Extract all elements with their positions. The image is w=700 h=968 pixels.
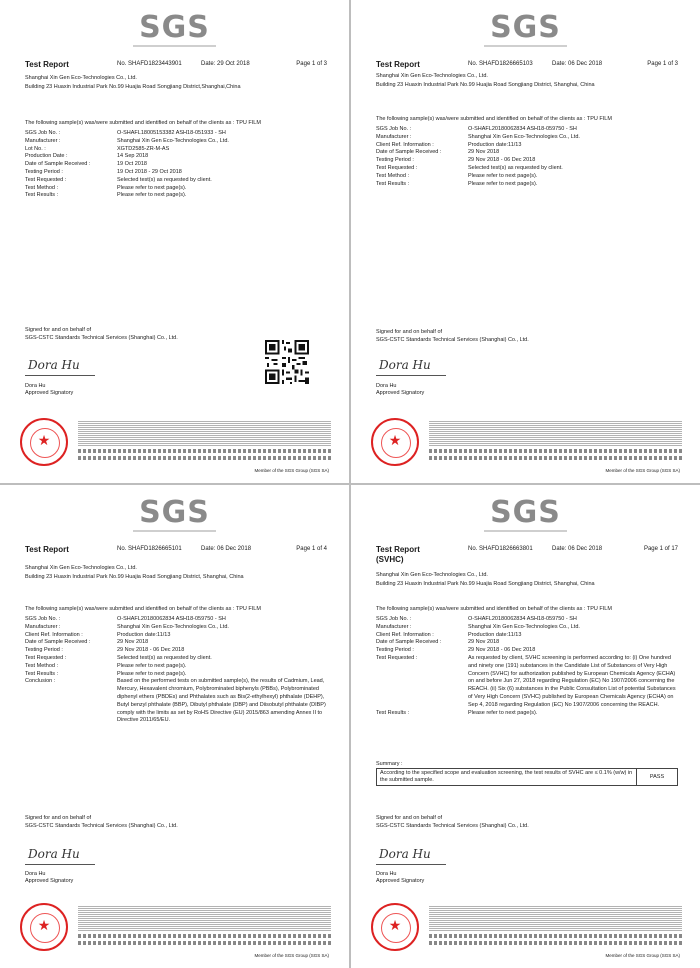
report-date: Date: 06 Dec 2018 [201, 546, 252, 552]
report-footer [371, 418, 682, 473]
signed-line-2: SGS-CSTC Standards Technical Services (Shanghai) Co., Ltd. [376, 336, 529, 343]
signatory-title: Approved Signatory [25, 878, 74, 884]
report-fields [25, 130, 327, 200]
field-label: Testing Period : [376, 647, 414, 654]
qr-code-icon [265, 340, 309, 384]
signed-line-1: Signed for and on behalf of [25, 327, 92, 333]
footer-contact-line [429, 941, 682, 945]
page-number: Page 1 of 17 [643, 546, 678, 552]
field-value: 29 Nov 2018 - 06 Dec 2018 [117, 647, 185, 654]
red-star-seal-icon: ★ [371, 903, 419, 951]
signed-on-behalf [25, 327, 178, 342]
report-footer [20, 903, 331, 958]
field-row [376, 165, 678, 173]
field-label: Client Ref. Information : [25, 631, 83, 638]
field-label: Date of Sample Received : [25, 639, 91, 646]
report-title: Test Report [376, 60, 420, 69]
field-value: Production date:11/13 [468, 631, 522, 638]
report-page-4 [351, 485, 700, 968]
summary-result: PASS [649, 774, 665, 780]
field-value: Please refer to next page(s). [117, 184, 187, 191]
field-label: Conclusion : [25, 678, 56, 685]
signatory-title: Approved Signatory [376, 878, 425, 884]
page-number: Page 1 of 4 [296, 546, 327, 552]
summary-label: Summary : [376, 761, 403, 767]
field-value: 29 Nov 2018 - 06 Dec 2018 [468, 157, 536, 164]
signature-line [376, 375, 446, 376]
field-value: 19 Oct 2018 [117, 161, 147, 168]
red-star-seal-icon: ★ [20, 418, 68, 466]
signed-line-2: SGS-CSTC Standards Technical Services (Shanghai) Co., Ltd. [376, 822, 529, 829]
report-number: No. SHAFD1826665103 [468, 61, 533, 67]
sgs-logo: SGS [351, 495, 700, 532]
field-value: Please refer to next page(s). [117, 662, 187, 669]
report-fields [376, 126, 678, 188]
field-value: Based on the performed tests on submitted sample(s), the results of Cadmium, Lead, Mercury, Hexavalent chromium, Polybrominated biphenyls (PBBs), Polybrominated diphenyl ethers (PBDEs) and Phthalates such as Bis(2-ethylhexyl) phthalate (DEHP), Butyl benzyl phthalate (BBP), Dibutyl phthalate (DBP) and Diisobutyl phthalate (DIBP) comply with the limits as set by RoHS Directive (EU) 2015/863 amending Annex II to Directive 2011/65/EU. [117, 678, 326, 724]
sgs-logo: SGS [0, 10, 349, 47]
handwritten-signature: Dora Hu [379, 847, 431, 861]
signature-line [25, 864, 95, 865]
field-row [25, 161, 327, 169]
signature-line [25, 375, 95, 376]
field-row [25, 153, 327, 161]
field-value: O-SHAFL20180062834 ASH18-059750 - SH [468, 616, 577, 622]
signatory-name: Dora Hu [25, 871, 46, 877]
field-label: Test Method : [25, 184, 59, 191]
report-footer [20, 418, 331, 473]
field-label: Manufacturer : [25, 137, 61, 144]
field-row [25, 169, 327, 177]
field-value: 14 Sep 2018 [117, 153, 149, 160]
legal-fine-print [429, 420, 682, 446]
field-label: Test Results : [25, 670, 59, 677]
report-title: Test Report [376, 545, 420, 554]
signed-line-1: Signed for and on behalf of [25, 815, 92, 821]
summary-block [376, 760, 678, 786]
report-page-3 [0, 485, 349, 968]
field-row [376, 655, 678, 710]
field-row [25, 192, 327, 200]
signed-line-1: Signed for and on behalf of [376, 329, 443, 335]
client-address: Building 23 Huaxin Industrial Park No.99 Huajia Road Songjiang District, Shanghai, China [376, 82, 595, 88]
client-address: Building 23 Huaxin Industrial Park No.99 Huajia Road Songjiang District, Shanghai, China [376, 581, 595, 587]
field-label: SGS Job No. : [376, 616, 412, 622]
field-value: O-SHAFL18005153382 ASH18-051933 - SH [117, 130, 226, 136]
field-value: Shanghai Xin Gen Eco-Technologies Co., Ltd. [468, 623, 580, 630]
field-row [376, 616, 678, 624]
member-text: Member of the SGS Group (SGS SA) [254, 953, 329, 958]
field-row [376, 647, 678, 655]
client-address-block [376, 571, 680, 589]
field-row [376, 624, 678, 632]
report-subtitle: (SVHC) [376, 555, 404, 564]
client-address: Building 23 Huaxin Industrial Park No.99 Huajia Road Songjiang District,Shanghai,China [25, 84, 241, 90]
field-label: SGS Job No. : [25, 130, 61, 136]
field-row [25, 624, 327, 632]
signed-line-2: SGS-CSTC Standards Technical Services (Shanghai) Co., Ltd. [25, 334, 178, 341]
field-row [376, 710, 678, 718]
report-title: Test Report [25, 60, 69, 69]
report-page-1 [0, 0, 349, 483]
field-label: Test Results : [376, 180, 410, 187]
client-company: Shanghai Xin Gen Eco-Technologies Co., Ltd. [376, 73, 488, 79]
field-label: Date of Sample Received : [25, 161, 91, 168]
field-row [376, 639, 678, 647]
field-value: Shanghai Xin Gen Eco-Technologies Co., Ltd. [468, 133, 580, 140]
field-row [25, 671, 327, 679]
report-fields [376, 616, 678, 717]
field-value: Selected test(s) as requested by client. [117, 654, 212, 661]
field-label: SGS Job No. : [25, 616, 61, 622]
field-label: Test Method : [25, 662, 59, 669]
member-text: Member of the SGS Group (SGS SA) [605, 468, 680, 473]
footer-contact-line [429, 934, 682, 938]
field-label: Client Ref. Information : [376, 631, 434, 638]
field-row [25, 185, 327, 193]
client-company: Shanghai Xin Gen Eco-Technologies Co., Ltd. [25, 75, 137, 81]
field-value: 29 Nov 2018 - 06 Dec 2018 [468, 647, 536, 654]
field-value: As requested by client, SVHC screening is performed according to: (i) One hundred and ninety one (191) substances in the Candidate List of Substances of Very High Concern (SVHC) for authorization published by European Chemicals Agency (ECHA) on and before Jun 27, 2018 regarding Regulation (EC) No 1907/2006 concerning the REACH. (ii) Six (6) substances in the Public Consultation List of potential Substances of Very High Concern (SVHC) published by European Chemicals Agency (ECHA) on Sep 4, 2018 regarding Regulation (EC) No 1907/2006 concerning the REACH. [468, 654, 676, 708]
field-label: Lot No. : [25, 145, 46, 152]
signed-line-1: Signed for and on behalf of [376, 815, 443, 821]
field-row [25, 678, 327, 725]
field-value: Shanghai Xin Gen Eco-Technologies Co., Ltd. [117, 137, 229, 144]
signatory-block [25, 383, 73, 397]
field-label: Testing Period : [25, 168, 63, 175]
signed-line-2: SGS-CSTC Standards Technical Services (Shanghai) Co., Ltd. [25, 822, 178, 829]
footer-contact-line [78, 449, 331, 453]
red-star-seal-icon: ★ [20, 903, 68, 951]
handwritten-signature: Dora Hu [28, 358, 80, 372]
field-row [376, 157, 678, 165]
report-date: Date: 06 Dec 2018 [552, 546, 603, 552]
footer-contact-line [78, 934, 331, 938]
field-value: Production date:11/13 [117, 631, 171, 638]
field-value: Shanghai Xin Gen Eco-Technologies Co., Ltd. [117, 623, 229, 630]
field-label: Production Date : [25, 153, 68, 160]
footer-contact-line [429, 456, 682, 460]
field-label: Test Results : [376, 709, 410, 716]
field-value: 29 Nov 2018 [117, 639, 149, 646]
report-footer [371, 903, 682, 958]
legal-fine-print [78, 420, 331, 446]
field-label: Client Ref. Information : [376, 141, 434, 148]
field-value: Please refer to next page(s). [117, 192, 187, 199]
red-star-seal-icon: ★ [371, 418, 419, 466]
field-row [25, 639, 327, 647]
field-value: Please refer to next page(s). [468, 180, 538, 187]
field-label: Test Requested : [25, 654, 67, 661]
report-number: No. SHAFD1826663801 [468, 546, 533, 552]
field-row [25, 177, 327, 185]
field-value: Please refer to next page(s). [468, 172, 538, 179]
report-page-2 [351, 0, 700, 483]
field-label: Manufacturer : [376, 133, 412, 140]
field-row [376, 632, 678, 640]
member-text: Member of the SGS Group (SGS SA) [254, 468, 329, 473]
handwritten-signature: Dora Hu [28, 847, 80, 861]
field-row [25, 632, 327, 640]
signed-on-behalf [376, 329, 529, 344]
field-row [376, 181, 678, 189]
field-row [25, 616, 327, 624]
client-company: Shanghai Xin Gen Eco-Technologies Co., Ltd. [25, 565, 137, 571]
signatory-name: Dora Hu [376, 383, 397, 389]
field-value: Production date:11/13 [468, 141, 522, 148]
signed-on-behalf [376, 815, 529, 830]
legal-fine-print [429, 905, 682, 931]
field-label: Manufacturer : [25, 623, 61, 630]
report-title: Test Report [25, 545, 69, 554]
field-value: O-SHAFL20180062834 ASH18-059750 - SH [468, 126, 577, 132]
field-value: 19 Oct 2018 - 29 Oct 2018 [117, 168, 182, 175]
field-row [376, 149, 678, 157]
summary-text: According to the specified scope and evaluation screening, the test results of SVHC are ≤ 0.1% (w/w) in the submitted sample. [377, 769, 637, 785]
client-address-block [25, 564, 329, 582]
field-label: Testing Period : [376, 157, 414, 164]
field-label: Manufacturer : [376, 623, 412, 630]
field-value: XGTD2585-ZR-M-AS [117, 145, 170, 152]
member-text: Member of the SGS Group (SGS SA) [605, 953, 680, 958]
field-label: Date of Sample Received : [376, 639, 442, 646]
field-row [25, 663, 327, 671]
signatory-title: Approved Signatory [25, 390, 74, 396]
page-number: Page 1 of 3 [296, 61, 327, 67]
sgs-logo: SGS [351, 10, 700, 47]
sgs-logo: SGS [0, 495, 349, 532]
field-row [376, 134, 678, 142]
field-label: Test Method : [376, 172, 410, 179]
handwritten-signature: Dora Hu [379, 358, 431, 372]
field-value: O-SHAFL20180062834 ASH18-059750 - SH [117, 616, 226, 622]
field-row [25, 138, 327, 146]
field-label: Testing Period : [25, 647, 63, 654]
signatory-name: Dora Hu [376, 871, 397, 877]
page-number: Page 1 of 3 [647, 61, 678, 67]
signatory-block [376, 871, 424, 885]
report-number: No. SHAFD1826665101 [117, 546, 182, 552]
intro-text: The following sample(s) was/were submitted and identified on behalf of the clients as : TPU FILM [25, 120, 261, 126]
field-value: Selected test(s) as requested by client. [117, 176, 212, 183]
field-value: 29 Nov 2018 [468, 149, 500, 156]
field-label: Test Results : [25, 192, 59, 199]
field-label: Date of Sample Received : [376, 149, 442, 156]
signatory-title: Approved Signatory [376, 390, 425, 396]
client-company: Shanghai Xin Gen Eco-Technologies Co., Ltd. [376, 572, 488, 578]
report-fields [25, 616, 327, 725]
signatory-block [25, 871, 73, 885]
signed-on-behalf [25, 815, 178, 830]
field-row [25, 130, 327, 138]
field-value: Please refer to next page(s). [468, 709, 538, 716]
signatory-block [376, 383, 424, 397]
field-value: 29 Nov 2018 [468, 639, 500, 646]
report-number: No. SHAFD1823443901 [117, 61, 182, 67]
client-address: Building 23 Huaxin Industrial Park No.99 Huajia Road Songjiang District, Shanghai, China [25, 574, 244, 580]
field-label: Test Requested : [376, 164, 418, 171]
intro-text: The following sample(s) was/were submitted and identified on behalf of the clients as : TPU FILM [376, 606, 612, 612]
field-row [25, 647, 327, 655]
intro-text: The following sample(s) was/were submitted and identified on behalf of the clients as : TPU FILM [25, 606, 261, 612]
field-row [25, 655, 327, 663]
report-date: Date: 06 Dec 2018 [552, 61, 603, 67]
summary-box [376, 768, 678, 786]
field-label: Test Requested : [25, 176, 67, 183]
footer-contact-line [78, 456, 331, 460]
legal-fine-print [78, 905, 331, 931]
field-label: SGS Job No. : [376, 126, 412, 132]
field-row [376, 142, 678, 150]
signature-line [376, 864, 446, 865]
client-address-block [376, 72, 680, 90]
field-row [25, 146, 327, 154]
field-label: Test Requested : [376, 654, 418, 661]
field-row [376, 173, 678, 181]
client-address-block [25, 74, 329, 92]
field-value: Please refer to next page(s). [117, 670, 187, 677]
report-date: Date: 29 Oct 2018 [201, 61, 250, 67]
signatory-name: Dora Hu [25, 383, 46, 389]
footer-contact-line [78, 941, 331, 945]
footer-contact-line [429, 449, 682, 453]
intro-text: The following sample(s) was/were submitted and identified on behalf of the clients as : TPU FILM [376, 116, 612, 122]
field-row [376, 126, 678, 134]
field-value: Selected test(s) as requested by client. [468, 164, 563, 171]
